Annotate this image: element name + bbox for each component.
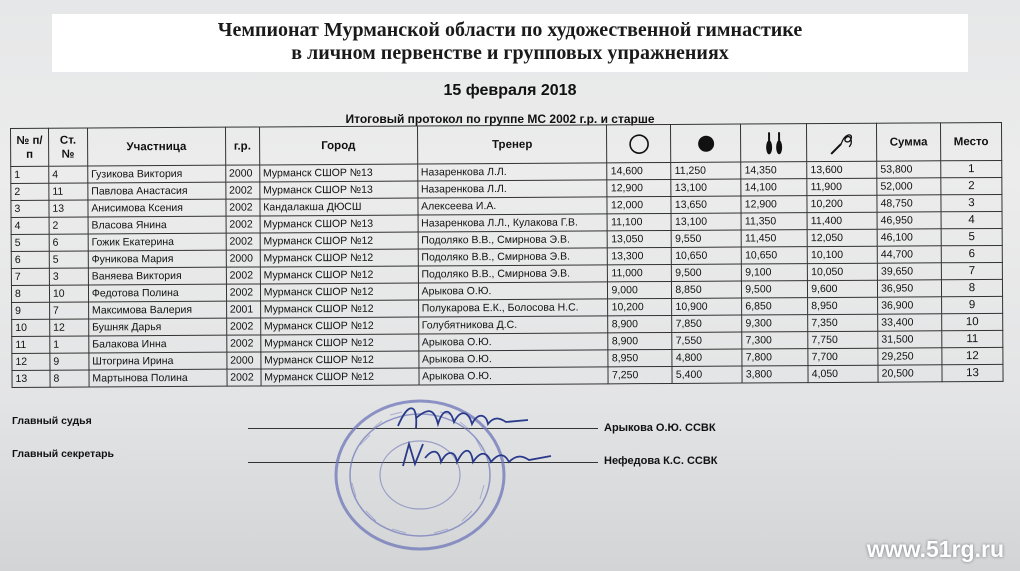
cell-place: 6 <box>941 245 1002 262</box>
clubs-icon <box>761 129 787 157</box>
cell-athlete-name: Фуникова Мария <box>88 250 226 268</box>
cell-start-number: 7 <box>49 302 88 319</box>
cell-birth-year: 2002 <box>226 267 260 284</box>
cell-athlete-name: Бушняк Дарья <box>89 318 227 336</box>
cell-total-score: 36,950 <box>878 280 942 297</box>
cell-score-ribbon: 9,600 <box>808 280 878 297</box>
cell-row-number: 13 <box>12 370 50 387</box>
chief-secretary-label: Главный секретарь <box>12 448 114 460</box>
cell-total-score: 44,700 <box>877 246 941 263</box>
cell-total-score: 48,750 <box>877 195 941 212</box>
cell-score-hoop: 8,900 <box>608 332 672 349</box>
cell-score-clubs: 6,850 <box>742 298 808 315</box>
cell-score-ribbon: 4,050 <box>808 365 878 382</box>
cell-score-ribbon: 11,400 <box>807 212 877 229</box>
cell-start-number: 9 <box>50 353 89 370</box>
cell-score-ball: 9,550 <box>672 230 742 247</box>
cell-score-clubs: 12,900 <box>741 196 807 213</box>
cell-city: Мурманск СШОР №12 <box>260 300 418 318</box>
cell-city: Мурманск СШОР №12 <box>260 266 418 284</box>
cell-athlete-name: Балакова Инна <box>89 335 227 353</box>
cell-place: 10 <box>942 313 1003 330</box>
cell-total-score: 53,800 <box>877 161 941 178</box>
cell-start-number: 10 <box>49 285 88 302</box>
cell-total-score: 29,250 <box>878 348 942 365</box>
cell-place: 3 <box>941 194 1002 211</box>
cell-score-clubs: 11,350 <box>741 213 807 230</box>
cell-score-clubs: 3,800 <box>742 366 808 383</box>
cell-start-number: 2 <box>49 217 88 234</box>
cell-score-hoop: 10,200 <box>608 298 672 315</box>
cell-athlete-name: Гузикова Виктория <box>88 165 226 183</box>
cell-score-clubs: 11,450 <box>741 230 807 247</box>
col-header-clubs <box>741 124 807 162</box>
cell-athlete-name: Гожик Екатерина <box>88 233 226 251</box>
cell-row-number: 6 <box>11 251 49 268</box>
col-header-total: Сумма <box>877 123 941 161</box>
cell-total-score: 46,100 <box>877 229 941 246</box>
cell-score-ball: 8,850 <box>672 281 742 298</box>
cell-birth-year: 2002 <box>226 284 260 301</box>
col-header-num: № п/п <box>11 128 49 166</box>
cell-birth-year: 2002 <box>226 318 260 335</box>
cell-coach: Полукарова Е.К., Болосова Н.С. <box>418 299 608 317</box>
cell-start-number: 11 <box>49 183 88 200</box>
cell-score-hoop: 11,100 <box>608 213 672 230</box>
cell-total-score: 20,500 <box>878 365 942 382</box>
cell-row-number: 7 <box>11 268 49 285</box>
chief-judge-label: Главный судья <box>12 415 92 427</box>
cell-score-ribbon: 10,200 <box>807 195 877 212</box>
cell-score-clubs: 14,100 <box>741 179 807 196</box>
cell-place: 5 <box>941 228 1002 245</box>
judge-signature <box>388 398 538 438</box>
cell-total-score: 33,400 <box>878 314 942 331</box>
cell-coach: Подоляко В.В., Смирнова Э.В. <box>418 248 608 266</box>
cell-row-number: 1 <box>11 166 49 183</box>
cell-total-score: 36,900 <box>878 297 942 314</box>
cell-row-number: 8 <box>11 285 49 302</box>
secretary-signature <box>395 436 555 476</box>
cell-birth-year: 2002 <box>226 233 260 250</box>
cell-score-ball: 13,100 <box>671 213 741 230</box>
cell-birth-year: 2002 <box>227 369 261 386</box>
cell-athlete-name: Анисимова Ксения <box>88 199 226 217</box>
cell-score-ball: 7,550 <box>672 332 742 349</box>
cell-city: Мурманск СШОР №12 <box>261 351 419 369</box>
cell-score-hoop: 12,900 <box>607 179 671 196</box>
ribbon-icon <box>827 128 857 156</box>
title-line-1: Чемпионат Мурманской области по художественной гимнастике <box>217 19 803 41</box>
cell-score-ball: 13,650 <box>671 196 741 213</box>
cell-city: Мурманск СШОР №12 <box>260 232 418 250</box>
protocol-subtitle: Итоговый протокол по группе МС 2002 г.р. и старше <box>345 112 655 126</box>
cell-birth-year: 2001 <box>226 301 260 318</box>
cell-score-ball: 10,900 <box>672 298 742 315</box>
cell-athlete-name: Максимова Валерия <box>88 301 226 319</box>
cell-total-score: 39,650 <box>877 263 941 280</box>
cell-score-hoop: 13,300 <box>608 247 672 264</box>
col-header-ball <box>671 124 741 162</box>
cell-start-number: 12 <box>50 319 89 336</box>
col-header-ribbon <box>807 123 877 161</box>
cell-place: 12 <box>942 347 1003 364</box>
cell-athlete-name: Ваняева Виктория <box>88 267 226 285</box>
cell-athlete-name: Мартынова Полина <box>89 369 227 387</box>
cell-total-score: 46,950 <box>877 212 941 229</box>
cell-score-clubs: 14,350 <box>741 162 807 179</box>
cell-row-number: 3 <box>11 200 49 217</box>
cell-row-number: 5 <box>11 234 49 251</box>
cell-score-clubs: 9,300 <box>742 315 808 332</box>
cell-city: Кандалакша ДЮСШ <box>260 198 418 216</box>
cell-city: Мурманск СШОР №12 <box>260 317 418 335</box>
cell-row-number: 12 <box>12 353 50 370</box>
col-header-coach: Тренер <box>417 125 607 164</box>
cell-athlete-name: Штогрина Ирина <box>89 352 227 370</box>
cell-place: 11 <box>942 330 1003 347</box>
cell-row-number: 4 <box>11 217 49 234</box>
cell-place: 4 <box>941 211 1002 228</box>
cell-coach: Арыкова О.Ю. <box>418 333 608 351</box>
cell-coach: Арыкова О.Ю. <box>419 367 609 385</box>
cell-score-hoop: 14,600 <box>607 162 671 179</box>
cell-birth-year: 2000 <box>225 165 259 182</box>
cell-start-number: 3 <box>49 268 88 285</box>
cell-score-ball: 11,250 <box>671 162 741 179</box>
ball-icon <box>694 131 718 155</box>
cell-athlete-name: Власова Янина <box>88 216 226 234</box>
cell-coach: Арыкова О.Ю. <box>418 350 608 368</box>
cell-start-number: 6 <box>49 234 88 251</box>
cell-start-number: 8 <box>50 370 89 387</box>
cell-birth-year: 2000 <box>227 352 261 369</box>
cell-score-ball: 13,100 <box>671 179 741 196</box>
hoop-icon <box>627 132 651 156</box>
cell-city: Мурманск СШОР №12 <box>260 249 418 267</box>
cell-score-ball: 4,800 <box>672 349 742 366</box>
cell-place: 8 <box>941 279 1002 296</box>
cell-total-score: 31,500 <box>878 331 942 348</box>
cell-birth-year: 2002 <box>226 182 260 199</box>
cell-score-hoop: 8,950 <box>608 349 672 366</box>
col-header-city: Город <box>259 126 417 165</box>
title-line-2: в личном первенстве и групповых упражнениях <box>291 42 729 64</box>
chief-judge-name: Арыкова О.Ю. ССВК <box>604 422 716 434</box>
cell-coach: Голубятникова Д.С. <box>418 316 608 334</box>
cell-place: 9 <box>942 296 1003 313</box>
cell-birth-year: 2000 <box>226 250 260 267</box>
results-table <box>10 122 1004 388</box>
cell-score-ribbon: 7,700 <box>808 348 878 365</box>
cell-score-ribbon: 11,900 <box>807 178 877 195</box>
cell-score-ball: 10,650 <box>672 247 742 264</box>
cell-city: Мурманск СШОР №12 <box>260 283 418 301</box>
cell-score-clubs: 9,100 <box>742 264 808 281</box>
cell-row-number: 10 <box>12 319 50 336</box>
col-header-hoop <box>607 124 671 162</box>
cell-city: Мурманск СШОР №13 <box>260 215 418 233</box>
cell-score-hoop: 8,900 <box>608 315 672 332</box>
col-header-place: Место <box>940 122 1001 160</box>
col-header-athlete: Участница <box>87 127 225 166</box>
cell-score-ball: 5,400 <box>672 366 742 383</box>
cell-city: Мурманск СШОР №12 <box>261 334 419 352</box>
cell-score-hoop: 7,250 <box>608 366 672 383</box>
cell-row-number: 11 <box>12 336 50 353</box>
cell-birth-year: 2002 <box>227 335 261 352</box>
cell-score-ribbon: 8,950 <box>808 297 878 314</box>
cell-place: 2 <box>941 177 1002 194</box>
cell-score-hoop: 11,000 <box>608 264 672 281</box>
cell-score-ribbon: 12,050 <box>807 229 877 246</box>
cell-score-clubs: 7,800 <box>742 349 808 366</box>
col-header-start: Ст. № <box>48 128 87 166</box>
cell-athlete-name: Павлова Анастасия <box>88 182 226 200</box>
cell-coach: Подоляко В.В., Смирнова Э.В. <box>418 265 608 283</box>
cell-start-number: 13 <box>49 200 88 217</box>
cell-birth-year: 2002 <box>226 216 260 233</box>
cell-score-ribbon: 10,050 <box>808 263 878 280</box>
cell-city: Мурманск СШОР №13 <box>259 164 417 182</box>
cell-coach: Подоляко В.В., Смирнова Э.В. <box>418 231 608 249</box>
cell-score-ribbon: 7,350 <box>808 314 878 331</box>
cell-coach: Назаренкова Л.Л. <box>417 180 607 198</box>
cell-start-number: 5 <box>49 251 88 268</box>
cell-city: Мурманск СШОР №13 <box>260 181 418 199</box>
cell-total-score: 52,000 <box>877 178 941 195</box>
cell-start-number: 4 <box>49 166 88 183</box>
cell-score-hoop: 9,000 <box>608 281 672 298</box>
cell-score-clubs: 7,300 <box>742 332 808 349</box>
cell-row-number: 9 <box>12 302 50 319</box>
cell-score-ribbon: 7,750 <box>808 331 878 348</box>
cell-score-hoop: 13,050 <box>608 230 672 247</box>
cell-score-ball: 9,500 <box>672 264 742 281</box>
cell-city: Мурманск СШОР №12 <box>261 368 419 386</box>
cell-birth-year: 2002 <box>226 199 260 216</box>
cell-athlete-name: Федотова Полина <box>88 284 226 302</box>
cell-score-hoop: 12,000 <box>607 196 671 213</box>
cell-place: 7 <box>941 262 1002 279</box>
cell-score-clubs: 10,650 <box>742 247 808 264</box>
cell-score-clubs: 9,500 <box>742 281 808 298</box>
cell-score-ribbon: 10,100 <box>807 246 877 263</box>
cell-place: 1 <box>941 160 1002 177</box>
chief-secretary-name: Нефедова К.С. ССВК <box>604 455 718 467</box>
cell-score-ribbon: 13,600 <box>807 161 877 178</box>
title-banner <box>52 14 968 72</box>
cell-coach: Алексеева И.А. <box>418 197 608 215</box>
cell-place: 13 <box>942 364 1003 381</box>
site-watermark[interactable]: www.51rg.ru <box>866 536 1004 562</box>
cell-row-number: 2 <box>11 183 49 200</box>
cell-coach: Арыкова О.Ю. <box>418 282 608 300</box>
competition-date: 15 февраля 2018 <box>443 82 577 99</box>
cell-coach: Назаренкова Л.Л., Кулакова Г.В. <box>418 214 608 232</box>
cell-coach: Назаренкова Л.Л. <box>417 163 607 181</box>
table-header-row <box>11 122 1002 166</box>
cell-score-ball: 7,850 <box>672 315 742 332</box>
col-header-year: г.р. <box>225 127 259 165</box>
cell-start-number: 1 <box>50 336 89 353</box>
